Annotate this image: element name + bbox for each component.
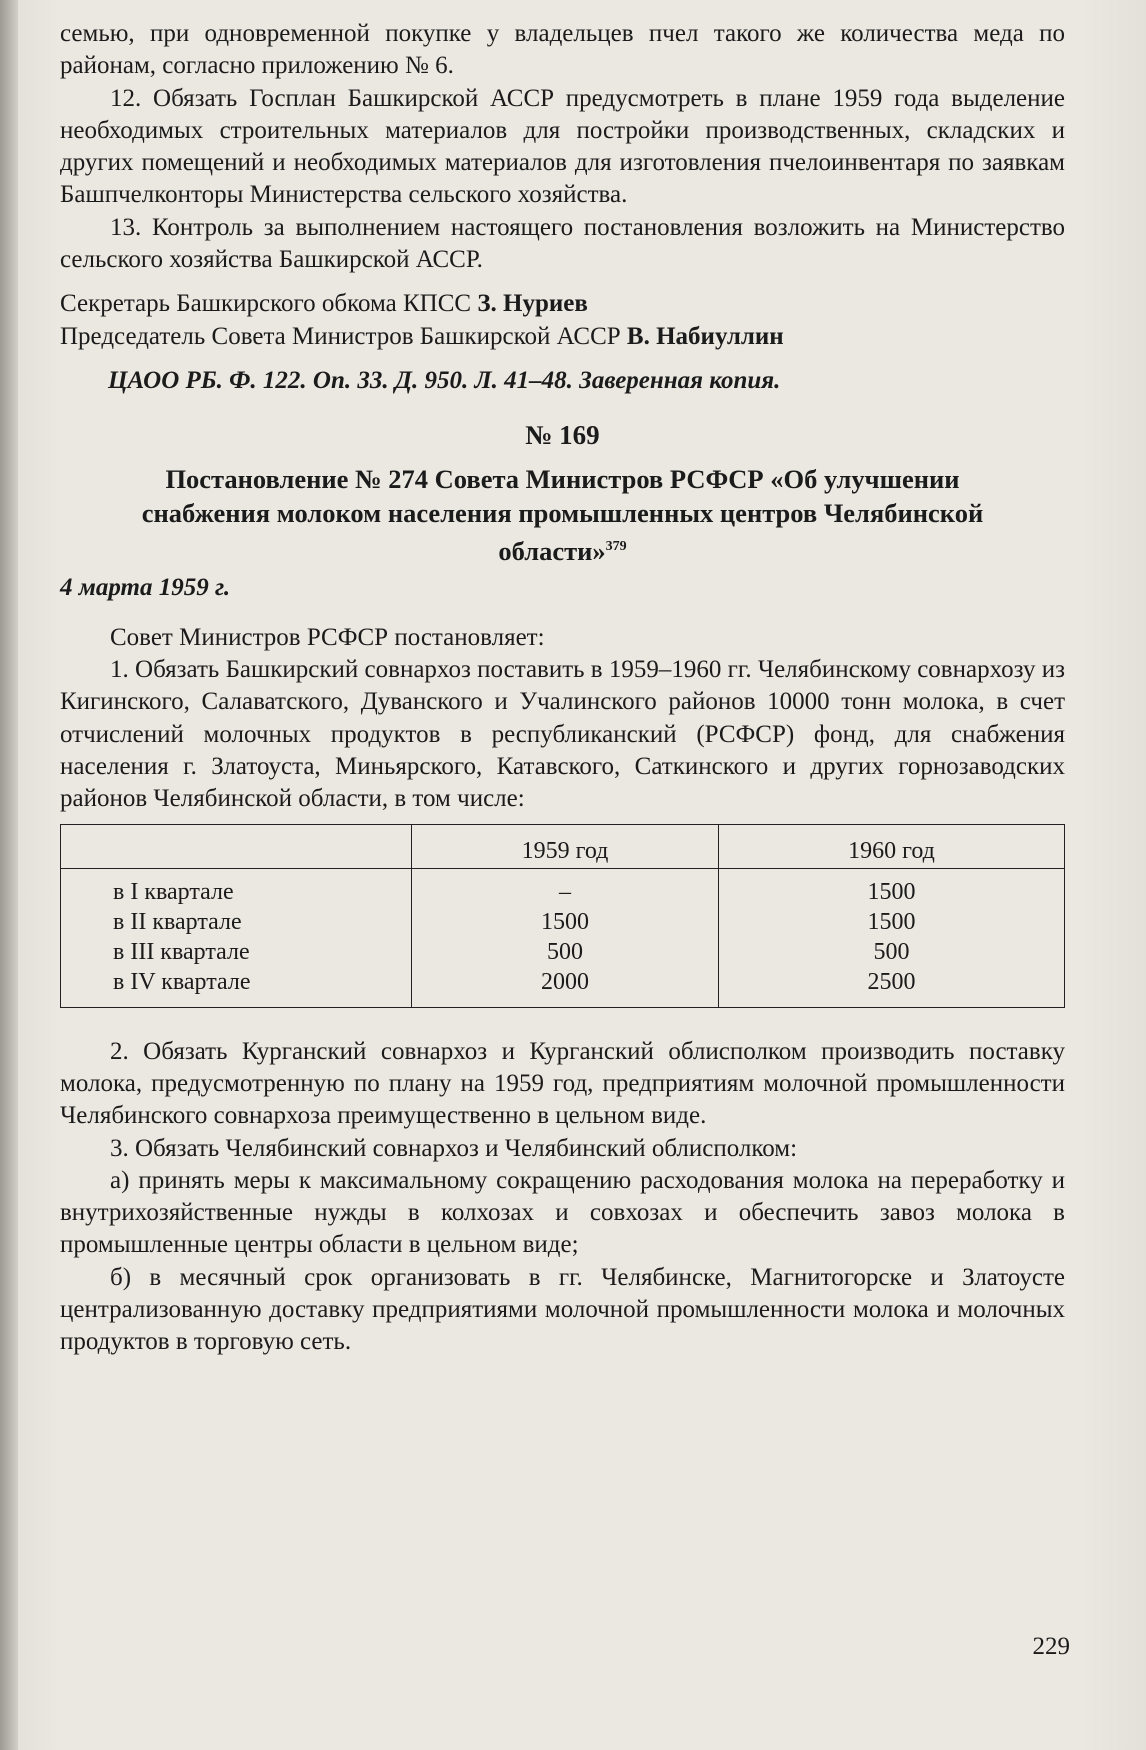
value-1960: 2500 — [719, 967, 1065, 1008]
signature-line-2 — [60, 321, 1065, 353]
paragraph-item-12: 12. Обязать Госплан Башкирской АССР предусмотреть в плане 1959 года выделение необходимых строительных материалов для постройки производственных, складских и других помещений и необходимых материалов для изготовления пчелоинвентаря по заявкам Башпчелконторы Министерства сельского хозяйства. — [60, 84, 1065, 209]
table-header-1960: 1960 год — [719, 824, 1065, 868]
paragraph-item-3: 3. Обязать Челябинский совнархоз и Челябинский облисполком: — [110, 1134, 798, 1162]
quarter-label: в IV квартале — [61, 967, 412, 1008]
table-row — [61, 868, 1065, 907]
document-title — [60, 462, 1065, 568]
value-1960: 500 — [719, 937, 1065, 967]
value-1959: 1500 — [412, 907, 719, 937]
signature-line-1 — [60, 288, 1065, 320]
paragraph-item-1: 1. Обязать Башкирский совнархоз поставить в 1959–1960 гг. Челябинскому совнархозу из Кигинского, Салаватского, Дуванского и Учалинского районов 10000 тонн молока, в счет отчислений молочных продуктов в республиканский (РСФСР) фонд, для снабжения населения г. Златоуста, Миньярского, Катавского, Саткинского и других горнозаводских районов Челябинской области, в том числе: — [60, 656, 1065, 813]
table-header-row — [61, 824, 1065, 868]
paragraph-item-2: 2. Обязать Курганский совнархоз и Курганский облисполком производить поставку молока, предусмотренную по плану на 1959 год, предприятиям молочной промышленности Челябинского совнархоза преимущественно в цельном виде. — [60, 1037, 1065, 1130]
book-spine-shadow — [0, 0, 18, 1750]
table-header-1959: 1959 год — [412, 824, 719, 868]
milk-supply-table — [60, 824, 1065, 1008]
value-1959: – — [412, 868, 719, 907]
table-header-empty — [61, 824, 412, 868]
document-title-text: Постановление № 274 Совета Министров РСФСР «Об улучшении снабжения молоком населения промышленных центров Челябинской области» — [141, 463, 984, 566]
table-row — [61, 937, 1065, 967]
paragraph-item-3a: а) принять меры к максимальному сокращению расходования молока на переработку и внутрихозяйственные нужды в колхозах и совхозах и обеспечить завоз молока в промышленные центры области в цельном виде; — [60, 1166, 1065, 1259]
document-date: 4 марта 1959 г. — [60, 573, 231, 601]
table-row — [61, 967, 1065, 1008]
quarter-label: в III квартале — [61, 937, 412, 967]
value-1959: 500 — [412, 937, 719, 967]
paragraph-item-13: 13. Контроль за выполнением настоящего постановления возложить на Министерство сельского хозяйства Башкирской АССР. — [60, 213, 1065, 274]
signature-name-1: З. Нуриев — [477, 290, 588, 318]
paragraph-continuation: семью, при одновременной покупке у владельцев пчел такого же количества меда по районам, согласно приложению № 6. — [60, 20, 1065, 80]
value-1960: 1500 — [719, 868, 1065, 907]
quarter-label: в I квартале — [61, 868, 412, 907]
archive-source-note: ЦАОО РБ. Ф. 122. Оп. 33. Д. 950. Л. 41–48. Заверенная копия. — [108, 366, 781, 394]
table-row — [61, 907, 1065, 937]
footnote-reference: 379 — [605, 538, 627, 554]
page-number: 229 — [1032, 1633, 1070, 1660]
value-1960: 1500 — [719, 907, 1065, 937]
signature-role-1: Секретарь Башкирского обкома КПСС — [60, 290, 472, 318]
page-text-block — [60, 18, 1065, 1359]
document-number: № 169 — [525, 420, 600, 451]
value-1959: 2000 — [412, 967, 719, 1008]
preamble: Совет Министров РСФСР постановляет: — [110, 623, 545, 651]
signature-name-2: В. Набиуллин — [626, 322, 784, 350]
signature-role-2: Председатель Совета Министров Башкирской АССР — [60, 322, 621, 350]
paragraph-item-3b: б) в месячный срок организовать в гг. Челябинске, Магнитогорске и Златоусте централизованную доставку предприятиями молочной промышленности молока и молочных продуктов в торговую сеть. — [60, 1263, 1065, 1356]
quarter-label: в II квартале — [61, 907, 412, 937]
